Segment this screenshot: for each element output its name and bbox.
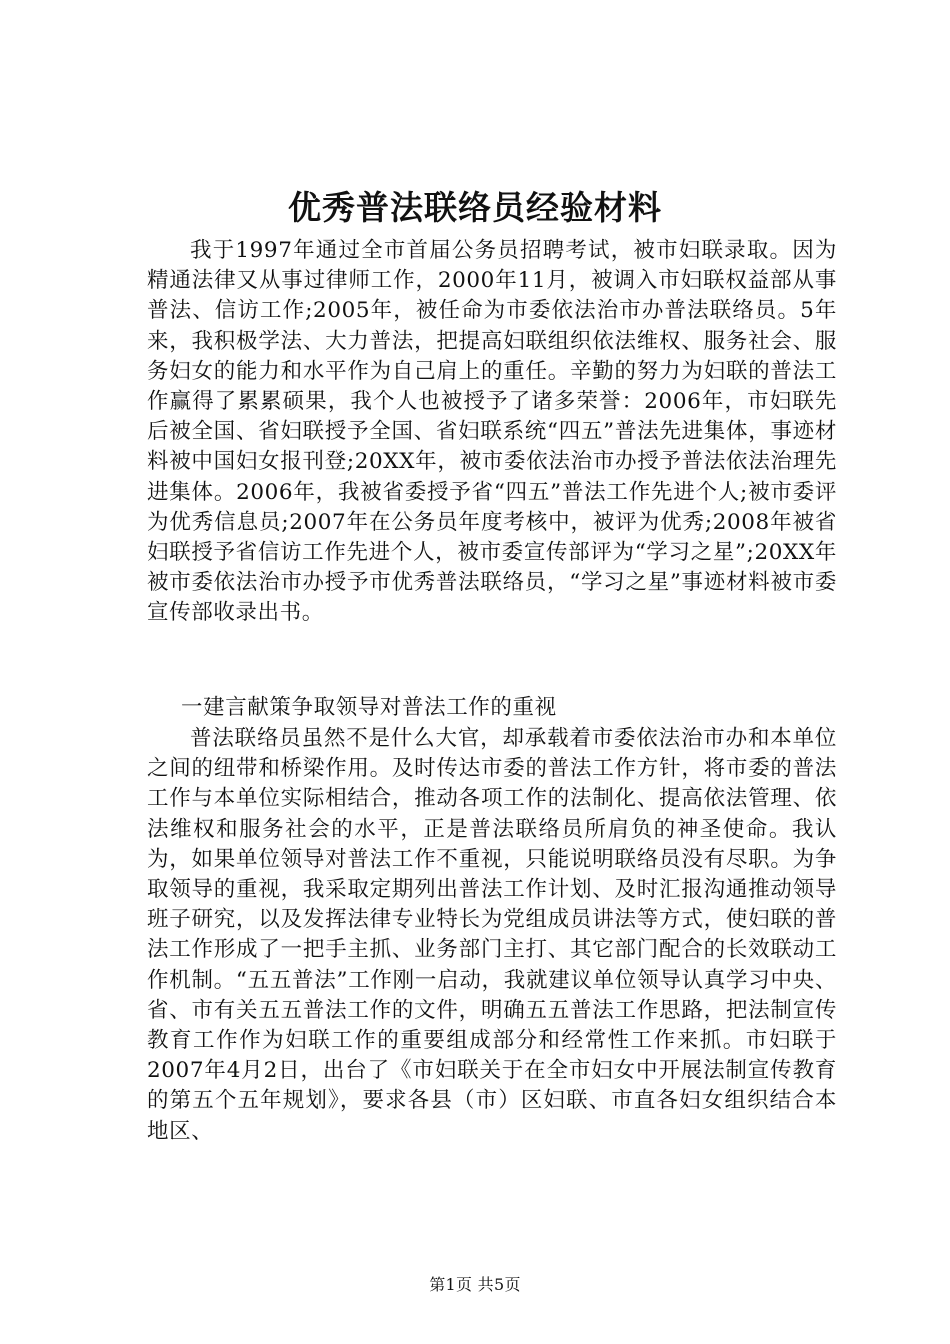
intro-paragraph: 我于1997年通过全市首届公务员招聘考试，被市妇联录取。因为精通法律又从事过律师工作，2000年11月，被调入市妇联权益部从事普法、信访工作;2005年，被任命为市委依法治市办普法联络员。5年来，我积极学法、大力普法，把提高妇联组织依法维权、服务社会、服务妇女的能力和水平作为自己肩上的重任。辛勤的努力为妇联的普法工作赢得了累累硕果，我个人也被授予了诸多荣誉：2006年，市妇联先后被全国、省妇联授予全国、省妇联系统“四五”普法先进集体，事迹材料被中国妇女报刊登;20XX年，被市委依法治市办授予普法依法治理先进集体。2006年，我被省委授予省“四五”普法工作先进个人;被市委评为优秀信息员;2007年在公务员年度考核中，被评为优秀;2008年被省妇联授予省信访工作先进个人，被市委宣传部评为“学习之星”;20XX年被市委依法治市办授予市优秀普法联络员，“学习之星”事迹材料被市委宣传部收录出书。 (147, 238, 837, 626)
section-paragraph: 普法联络员虽然不是什么大官，却承载着市委依法治市办和本单位之间的纽带和桥梁作用。及时传达市委的普法工作方针，将市委的普法工作与本单位实际相结合，推动各项工作的法制化、提高依法管理、依法维权和服务社会的水平，正是普法联络员所肩负的神圣使命。我认为，如果单位领导对普法工作不重视，只能说明联络员没有尽职。为争取领导的重视，我采取定期列出普法工作计划、及时汇报沟通推动领导班子研究，以及发挥法律专业特长为党组成员讲法等方式，使妇联的普法工作形成了一把手主抓、业务部门主打、其它部门配合的长效联动工作机制。“五五普法”工作刚一启动，我就建议单位领导认真学习中央、省、市有关五五普法工作的文件，明确五五普法工作思路，把法制宣传教育工作作为妇联工作的重要组成部分和经常性工作来抓。市妇联于2007年4月2日，出台了《市妇联关于在全市妇女中开展法制宣传教育的第五个五年规划》，要求各县（市）区妇联、市直各妇女组织结合本地区、 (147, 726, 837, 1144)
section-heading: 一建言献策争取领导对普法工作的重视 (181, 695, 557, 720)
page-indicator: 第1页 共5页 (429, 1275, 521, 1294)
document-title: 优秀普法联络员经验材料 (288, 188, 662, 227)
